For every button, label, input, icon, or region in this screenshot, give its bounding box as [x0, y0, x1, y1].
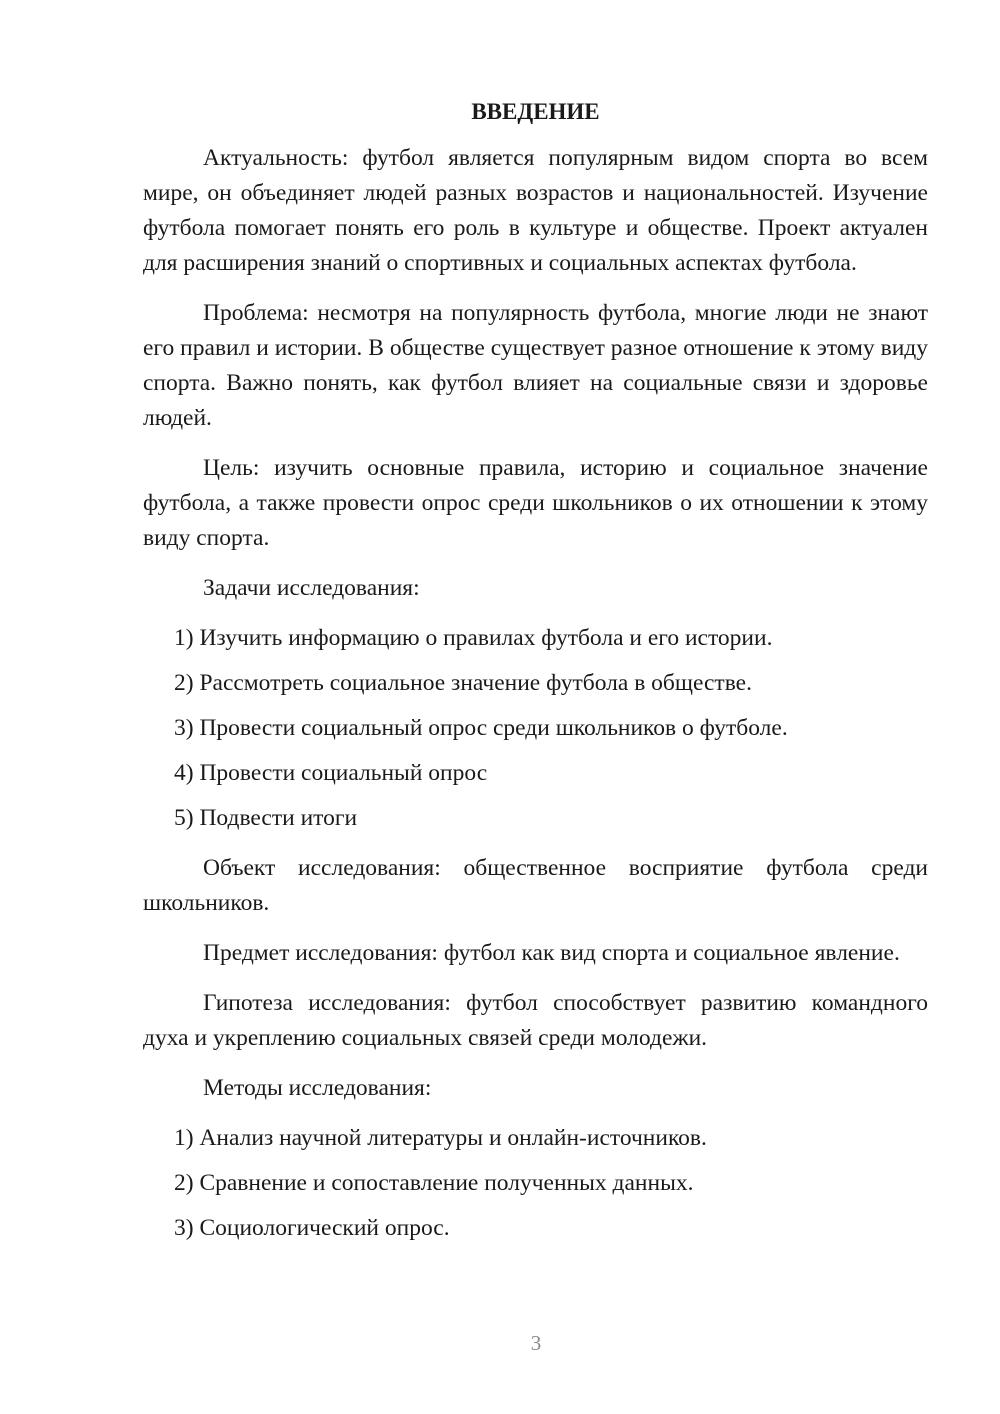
task-item-5: 5) Подвести итоги [174, 805, 358, 831]
page-content [143, 94, 928, 1256]
section-title: ВВЕДЕНИЕ [471, 99, 600, 124]
object-paragraph: Объект исследования: общественное восприятие футбола среди школьников. [143, 855, 928, 916]
methods-heading: Методы исследования: [203, 1075, 432, 1101]
relevance-paragraph: Актуальность: футбол является популярным видом спорта во всем мире, он объединяет людей разных возрастов и национальностей. Изучение футбола помогает понять его роль в культуре и обществе. Проект актуален для расширения знаний о спортивных и социальных аспектах футбола. [143, 145, 928, 276]
method-item-2: 2) Сравнение и сопоставление полученных данных. [174, 1170, 694, 1196]
goal-paragraph: Цель: изучить основные правила, историю и социальное значение футбола, а также провести опрос среди школьников о их отношении к этому виду спорта. [143, 455, 928, 551]
task-item-2: 2) Рассмотреть социальное значение футбола в обществе. [174, 670, 752, 696]
subject-paragraph: Предмет исследования: футбол как вид спорта и социальное явление. [203, 940, 900, 966]
page-number: 3 [530, 1331, 542, 1355]
method-item-3: 3) Социологический опрос. [174, 1215, 450, 1241]
tasks-heading: Задачи исследования: [203, 575, 420, 601]
method-item-1: 1) Анализ научной литературы и онлайн-источников. [174, 1125, 707, 1151]
task-item-4: 4) Провести социальный опрос [174, 760, 488, 786]
task-item-3: 3) Провести социальный опрос среди школьников о футболе. [174, 715, 788, 741]
task-item-1: 1) Изучить информацию о правилах футбола и его истории. [174, 625, 773, 651]
hypothesis-paragraph: Гипотеза исследования: футбол способствует развитию командного духа и укреплению социальных связей среди молодежи. [143, 990, 928, 1051]
problem-paragraph: Проблема: несмотря на популярность футбола, многие люди не знают его правил и истории. В обществе существует разное отношение к этому виду спорта. Важно понять, как футбол влияет на социальные связи и здоровье людей. [143, 300, 928, 431]
